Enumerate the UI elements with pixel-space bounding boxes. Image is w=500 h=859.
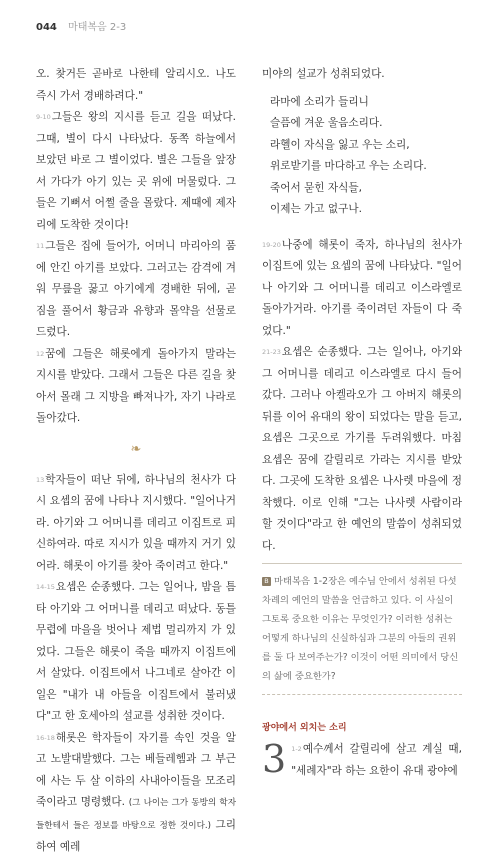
poem-line: 라헬이 자식을 잃고 우는 소리, <box>270 138 410 151</box>
verse-number: 1-2 <box>291 745 302 753</box>
reflection-box <box>262 563 462 695</box>
verse-21-23: $^{21-23}$요셉은 순종했다. 그는 일어나, 아기와 그 어머니를 데리고 이스라엘로 다시 들어갔다. 그러나 아켈라오가 그 아버지 해롯의 뒤를 이어 유대의 왕이 되었다는 말을 듣고, 요셉은 그곳으로 가기를 두려워했다. 마침 요셉은 꿈에 갈릴리로 가라는 지시를 받았다. 그곳에 도착한 요셉은 나사렛 마을에 정착했다. 이로 인해 "그는 나사렛 사람이라 할 것이다"라고 한 예언의 말씀이 성취되었다. <box>262 346 462 552</box>
chapter-number: 3 <box>262 737 287 781</box>
verse-number: 14-15 <box>36 583 55 591</box>
verse-12: $^{12}$꿈에 그들은 해롯에게 돌아가지 말라는 지시를 받았다. 그래서 그들은 다른 길을 찾아서 몰래 그 지방을 빠져나가, 자기 나라로 돌아갔다. <box>36 347 236 424</box>
bible-study-icon: B <box>262 577 271 586</box>
verse-number: 9-10 <box>36 113 51 121</box>
running-head: 마태복음 2-3 <box>68 22 127 33</box>
verse-16-18: $^{16-18}$해롯은 학자들이 자기를 속인 것을 알고 노발대발했다. 그는 베들레헴과 그 부근에 사는 두 살 이하의 사내아이들을 모조리 죽이라고 명령했다. (그 나이는 그가 동방의 학자들한테서 들은 정보를 바탕으로 정한 것이다.) 그리하여 예레 <box>36 731 237 853</box>
verse-number: 19-20 <box>262 240 281 249</box>
verse-number: 21-23 <box>262 348 281 356</box>
verse-number: 16-18 <box>36 733 55 742</box>
fleuron-ornament-icon: ❧ <box>130 441 142 457</box>
poem-quote <box>270 92 462 221</box>
section-subheading: 광야에서 외치는 소리 <box>262 723 347 733</box>
page-header <box>36 18 126 32</box>
poem-line: 슬픔에 겨운 울음소리다. <box>270 117 383 129</box>
verse-14-15: $^{14-15}$요셉은 순종했다. 그는 일어나, 밤을 틈타 아기와 그 어머니를 데리고 떠났다. 동틀 무렵에 마을을 벗어나 제법 멀리까지 가 있었다. 그들은 해롯이 죽을 때까지 이집트에서 살았다. 이집트에서 나그네로 살아간 이 일은 "내가 내 아들을 이집트에서 불러냈다"고 한 호세아의 설교를 성취한 것이다. <box>36 581 236 722</box>
verse-13: $^{13}$학자들이 떠난 뒤에, 하나님의 천사가 다시 요셉의 꿈에 나타나 지시했다. "일어나거라. 아기와 그 어머니를 데리고 이집트로 피신하여라. 따로 지시가 있을 때까지 거기 있어라. 해롯이 아기를 찾아 죽이려고 한다." <box>36 473 236 572</box>
verse-number: 12 <box>36 349 45 358</box>
right-column <box>262 64 462 782</box>
paragraph: 오. 찾거든 곧바로 나한테 알리시오. 나도 즉시 가서 경배하려다." <box>36 68 236 102</box>
poem-line: 죽어서 묻힌 자식들, <box>270 181 362 194</box>
verse-19-20: $^{19-20}$나중에 해롯이 죽자, 하나님의 천사가 이집트에 있는 요셉의 꿈에 나타났다. "일어나 아기와 그 어머니를 데리고 이스라엘로 돌아가거라. 아기를 죽이려던 자들이 다 죽었다." <box>262 238 462 337</box>
verse-9-10: $^{9-10}$그들은 왕의 지시를 듣고 길을 떠났다. 그때, 별이 다시 나타났다. 동쪽 하늘에서 보았던 바로 그 별이었다. 별은 그들을 앞장서 가다가 아기 있는 곳 위에 머물렀다. 그들은 기뻐서 어쩔 줄을 몰랐다. 제때에 제자리에 도착한 것이다! <box>36 111 236 231</box>
left-column <box>36 64 236 859</box>
verse-number: 11 <box>36 242 45 250</box>
verse-number: 13 <box>36 475 45 484</box>
chapter-3-opening: 3 $^{1-2}$예수께서 갈릴리에 살고 계실 때, "세례자"라 하는 요한이 유대 광야에 <box>262 737 462 781</box>
parenthetical-note: (그 나이는 그가 동방의 학자들한테서 들은 정보를 바탕으로 정한 것이다.) <box>36 798 236 831</box>
verse-11: $^{11}$그들은 집에 들어가, 어머니 마리아의 품에 안긴 아기를 보았다. 그러고는 감격에 겨워 무릎을 꿇고 아기에게 경배한 뒤에, 곧 짐을 풀어서 황금과 유향과 몰약을 선물로 드렸다. <box>36 240 236 338</box>
poem-line: 라마에 소리가 들리니 <box>270 95 369 108</box>
reflection-text: 마태복음 1-2장은 예수님 안에서 성취된 다섯 차례의 예언의 말씀을 언급하고 있다. 이 사실이 그토록 중요한 이유는 무엇인가? 이러한 성취는 어떻게 하나님의 신실하심과 그분의 아들의 권위를 둘 다 보여주는가? 이것이 어떤 의미에서 당신의 삶에 중요한가? <box>262 576 459 682</box>
poem-line: 위로받기를 마다하고 우는 소리다. <box>270 160 427 172</box>
page-number: 044 <box>36 22 57 33</box>
poem-line: 이제는 가고 없구나. <box>270 203 362 215</box>
paragraph: 미야의 설교가 성취되었다. <box>262 68 385 80</box>
